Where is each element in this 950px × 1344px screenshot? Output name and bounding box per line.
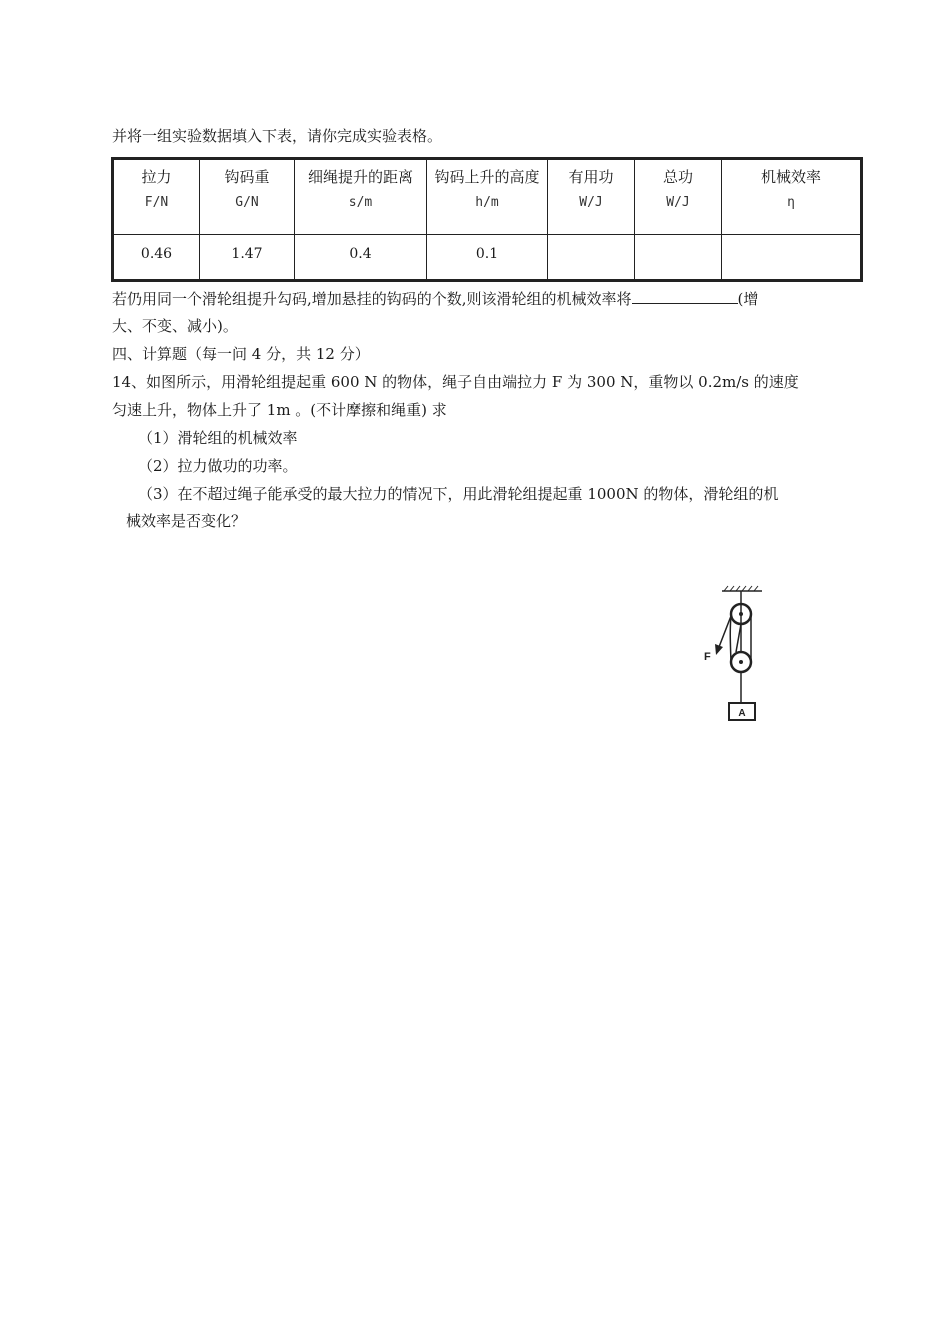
section-title: 四、计算题（每一问 4 分，共 12 分） [112,345,370,363]
table-cell-blank[interactable] [548,235,635,281]
header-unit: s/m [348,195,373,210]
header-cell [295,159,427,235]
header-cell [722,159,862,235]
header-unit: W/J [666,195,690,210]
problem-14-q2: （2）拉力做功的功率。 [138,457,298,475]
header-unit: F/N [144,195,169,210]
force-arrow-icon [715,616,731,655]
table-header-row [113,159,862,235]
header-name: 有用功 [568,168,614,186]
pulley-diagram [700,585,780,725]
block-label: A [738,708,746,719]
question-text: 若仍用同一个滑轮组提升勾码,增加悬挂的钩码的个数,则该滑轮组的机械效率将 [112,290,632,308]
table-cell: 1.47 [200,235,295,281]
table-cell: 0.46 [113,235,200,281]
movable-pulley-icon [731,652,751,672]
header-name: 钩码重 [224,168,270,186]
header-name: 拉力 [141,168,172,186]
header-cell [635,159,722,235]
header-unit: W/J [579,195,603,210]
table-cell: 0.1 [427,235,548,281]
table-row [113,235,862,281]
header-name: 细绳提升的距离 [307,168,413,186]
question-line-1 [112,289,758,309]
intro-line: 并将一组实验数据填入下表，请你完成实验表格。 [112,127,443,145]
question-line-2: 大、不变、减小)。 [112,317,238,335]
table-cell-blank[interactable] [635,235,722,281]
header-cell [200,159,295,235]
problem-14-q1: （1）滑轮组的机械效率 [138,429,298,447]
table-cell-blank[interactable] [722,235,862,281]
force-label: F [704,651,711,663]
header-name: 机械效率 [760,168,821,186]
header-cell [548,159,635,235]
header-unit: h/m [475,195,499,210]
header-unit: η [787,195,795,210]
ceiling-hatch-icon [722,586,762,591]
problem-14-q3-line-2: 械效率是否变化？ [126,512,247,530]
problem-14-q3-line-1: （3）在不超过绳子能承受的最大拉力的情况下，用此滑轮组提起重 1000N 的物体，滑轮组的机 [138,485,779,503]
header-name: 总功 [662,168,693,186]
header-name: 钩码上升的高度 [434,168,540,186]
question-tail: (增 [737,290,759,308]
table-cell: 0.4 [295,235,427,281]
problem-14-line-1: 14、如图所示，用滑轮组提起重 600 N 的物体，绳子自由端拉力 F 为 300 N，重物以 0.2m/s 的速度 [112,373,799,391]
answer-blank[interactable] [632,289,738,304]
header-unit: G/N [235,195,259,210]
problem-14-line-2: 匀速上升，物体上升了 1m 。(不计摩擦和绳重) 求 [112,401,447,419]
header-cell [113,159,200,235]
experiment-table [111,157,863,282]
header-cell [427,159,548,235]
